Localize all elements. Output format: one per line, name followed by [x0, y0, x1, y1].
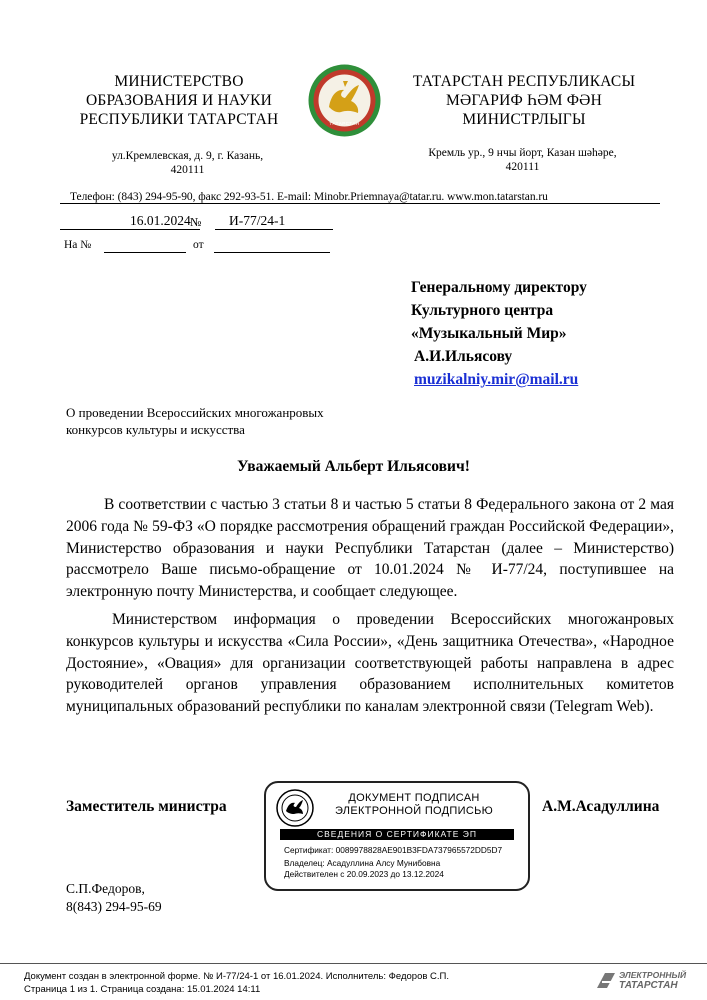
executor — [66, 880, 162, 916]
recipient-line: Культурного центра — [411, 302, 554, 319]
stamp-details — [284, 845, 524, 880]
executor-phone: 8(843) 294-95-69 — [66, 899, 162, 914]
reg-number-sign: № — [190, 215, 202, 229]
electronic-tatarstan-logo — [595, 968, 695, 994]
stamp-emblem-icon — [276, 789, 314, 827]
recipient-block — [411, 276, 691, 391]
e-signature-stamp — [264, 781, 530, 891]
ministry-name-ru-line: ОБРАЗОВАНИЯ И НАУКИ — [85, 92, 273, 109]
executor-name: С.П.Федоров, — [66, 881, 145, 896]
body-paragraph: Министерством информация о проведении Всероссийских многожанровых конкурсов культуры и искусства «Сила России», «День защитника Отечества», «Народное Достояние», «Овация» для организации соответствующей работы направлена в адрес руководителей органов управления образованием исполнительных комитетов муниципальных образований республики по каналам электронной связи (Telegram Web). — [66, 610, 674, 716]
address-line: Кремль ур., 9 нчы йорт, Казан шәһәре, — [428, 147, 617, 159]
footer-divider — [0, 963, 707, 964]
letter-body — [66, 494, 674, 718]
tatarstan-emblem-icon — [307, 63, 382, 138]
header-divider — [60, 203, 660, 204]
ref-date-line — [214, 252, 330, 253]
subject-line: О проведении Всероссийских многожанровых — [66, 405, 324, 420]
logo-text-top: ЭЛЕКТРОННЫЙ — [619, 970, 687, 980]
stamp-title-line: ДОКУМЕНТ ПОДПИСАН — [348, 792, 480, 804]
stamp-title-line: ЭЛЕКТРОННОЙ ПОДПИСЬЮ — [334, 805, 494, 817]
recipient-line: «Музыкальный Мир» — [411, 325, 567, 342]
logo-text-bottom: ТАТАРСТАН — [619, 980, 678, 991]
ref-from-label: от — [193, 239, 204, 251]
ministry-name-tt-line: ТАТАРСТАН РЕСПУБЛИКАСЫ — [412, 73, 636, 90]
signatory-name: А.М.Асадуллина — [542, 798, 660, 815]
body-paragraph: В соответствии с частью 3 статьи 8 и частью 5 статьи 8 Федерального закона от 2 мая 2006 года № 59-ФЗ «О порядке рассмотрения обращений граждан Российской Федерации», Министерство образования и науки Республики Татарстан (далее – Министерство) рассмотрело Ваше письмо-обращение от 10.01.2024 № И-77/24, поступившее на электронную почту Министерства, и сообщает следующее. — [66, 496, 674, 601]
salutation: Уважаемый Альберт Ильясович! — [237, 458, 470, 475]
footer-info — [24, 970, 449, 996]
reg-date: 16.01.2024 — [130, 213, 191, 228]
ref-label: На № — [64, 239, 92, 251]
reg-date-line — [60, 229, 200, 230]
recipient-email-link[interactable]: muzikalniy.mir@mail.ru — [414, 371, 579, 388]
ministry-name-tt — [390, 72, 658, 129]
signatory-position: Заместитель министра — [66, 798, 227, 815]
ministry-name-ru-line: МИНИСТЕРСТВО — [114, 73, 244, 90]
emblem-caption: ТАТАРСТАН — [329, 121, 360, 126]
address-line: 420111 — [505, 161, 540, 173]
ministry-name-tt-line: МИНИСТРЛЫГЫ — [462, 111, 586, 128]
address-tt — [410, 146, 635, 174]
stamp-title — [314, 792, 514, 818]
subject — [66, 404, 324, 438]
ministry-name-ru — [60, 72, 298, 129]
ministry-name-ru-line: РЕСПУБЛИКИ ТАТАРСТАН — [79, 111, 279, 128]
stamp-cert-bar: СВЕДЕНИЯ О СЕРТИФИКАТЕ ЭП — [280, 829, 514, 840]
address-ru — [85, 149, 290, 177]
stamp-owner: Владелец: Асадуллина Алсу Мунибовна — [284, 858, 441, 868]
logo-mark-icon — [595, 970, 617, 992]
recipient-line: Генеральному директору — [411, 279, 587, 296]
contacts: Телефон: (843) 294-95-90, факс 292-93-51. E-mail: Minobr.Priemnaya@tatar.ru. www.mon.tatarstan.ru — [70, 191, 548, 203]
reg-number-line — [215, 229, 333, 230]
stamp-certificate: Сертификат: 0089978828AE901B3FDA737965572DD5D7 — [284, 845, 503, 855]
ministry-name-tt-line: МӘГАРИФ ҺӘМ ФӘН — [446, 92, 602, 109]
address-line: ул.Кремлевская, д. 9, г. Казань, — [111, 150, 264, 162]
recipient-line: А.И.Ильясову — [414, 348, 513, 365]
footer-line: Страница 1 из 1. Страница создана: 15.01.2024 14:11 — [24, 984, 261, 995]
stamp-validity: Действителен с 20.09.2023 до 13.12.2024 — [284, 869, 444, 879]
address-line: 420111 — [170, 164, 205, 176]
subject-line: конкурсов культуры и искусства — [66, 422, 245, 437]
reg-number: И-77/24-1 — [229, 213, 286, 228]
footer-line: Документ создан в электронной форме. № И-77/24-1 от 16.01.2024. Исполнитель: Федоров С.П. — [24, 971, 449, 982]
ref-number-line — [104, 252, 186, 253]
